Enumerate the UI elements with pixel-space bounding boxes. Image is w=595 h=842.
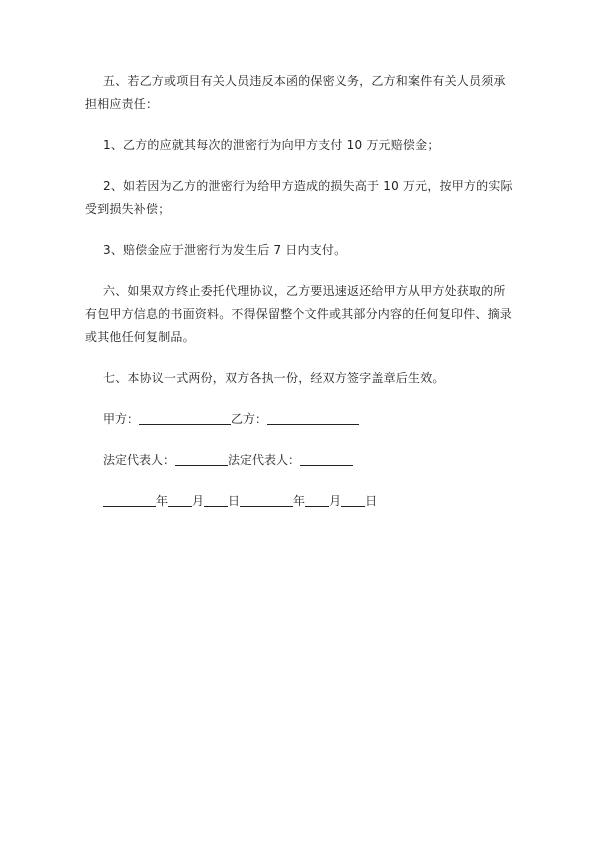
- day-a-blank[interactable]: [204, 492, 228, 507]
- rep-a-label: 法定代表人：: [103, 453, 176, 467]
- rep-b-label: 法定代表人：: [228, 453, 301, 467]
- year-a-label: 年: [156, 494, 169, 508]
- month-a-blank[interactable]: [168, 492, 192, 507]
- year-b-label: 年: [293, 494, 306, 508]
- clause-6: 六、如果双方终止委托代理协议，乙方要迅速返还给甲方从甲方处获取的所有包甲方信息的书面资料。不得保留整个文件或其部分内容的任何复印件、摘录或其他任何复制品。: [85, 284, 513, 344]
- day-b-label: 日: [365, 494, 378, 508]
- month-a-label: 月: [192, 494, 205, 508]
- year-a-blank[interactable]: [103, 492, 156, 507]
- clause-7: 七、本协议一式两份，双方各执一份，经双方签字盖章后生效。: [103, 371, 445, 385]
- party-a-blank[interactable]: [139, 410, 231, 425]
- date-line: [85, 490, 515, 513]
- year-b-blank[interactable]: [240, 492, 293, 507]
- clause-5: 五、若乙方或项目有关人员违反本函的保密义务，乙方和案件有关人员须承担相应责任：: [85, 74, 506, 111]
- representative-signature-line: [85, 449, 515, 472]
- rep-a-blank[interactable]: [175, 451, 228, 466]
- rep-b-blank[interactable]: [300, 451, 353, 466]
- party-a-label: 甲方：: [103, 412, 140, 426]
- party-b-blank[interactable]: [267, 410, 359, 425]
- day-a-label: 日: [228, 494, 241, 508]
- month-b-blank[interactable]: [305, 492, 329, 507]
- day-b-blank[interactable]: [341, 492, 365, 507]
- party-b-label: 乙方：: [231, 412, 268, 426]
- clause-5-item-3: 3、赔偿金应于泄密行为发生后 7 日内支付。: [103, 243, 347, 257]
- party-signature-line: [85, 408, 515, 431]
- month-b-label: 月: [329, 494, 342, 508]
- document-body: [85, 70, 515, 531]
- clause-5-item-2: 2、如若因为乙方的泄密行为给甲方造成的损失高于 10 万元，按甲方的实际受到损失补偿；: [85, 179, 513, 216]
- clause-5-item-1: 1、乙方的应就其每次的泄密行为向甲方支付 10 万元赔偿金；: [103, 138, 440, 152]
